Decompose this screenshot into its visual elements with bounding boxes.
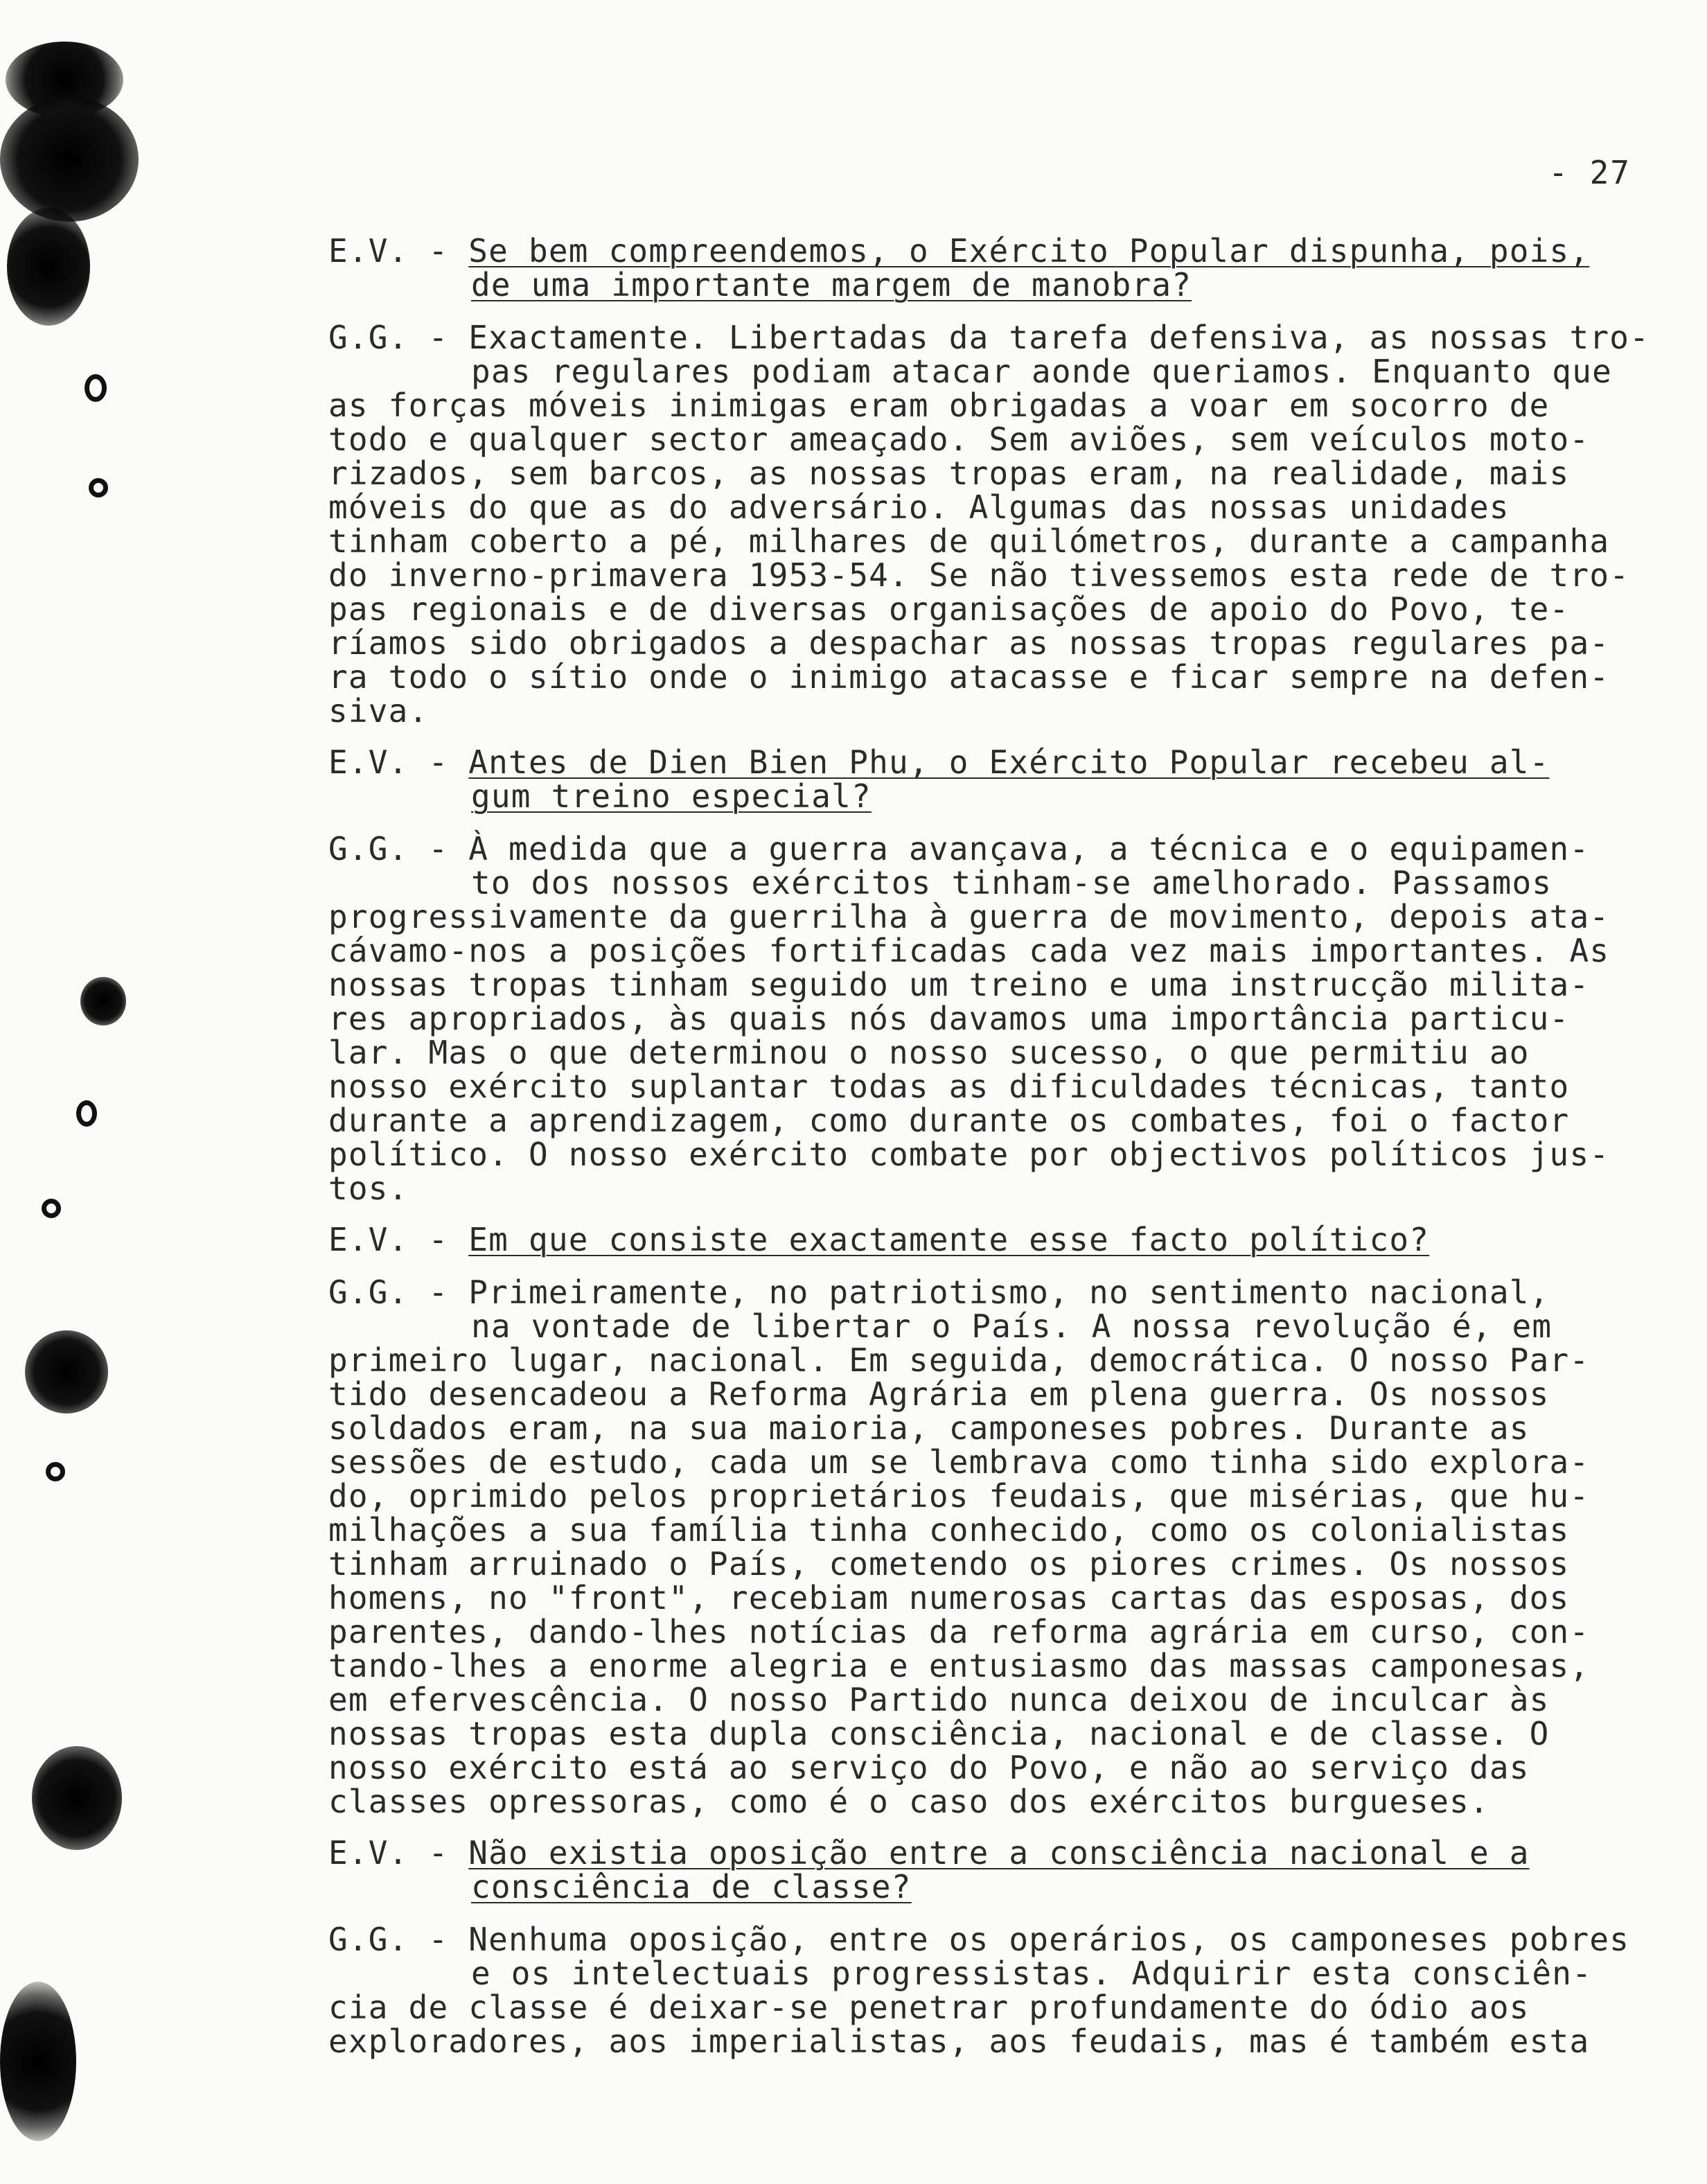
text-line	[328, 1785, 1672, 1819]
punch-hole-ring	[42, 1199, 61, 1218]
text-line	[328, 777, 1672, 815]
text-line	[328, 558, 1672, 592]
question-paragraph	[328, 1223, 1672, 1257]
speaker-label: G.G. -	[328, 1274, 469, 1311]
answer-text: homens, no "front", recebiam numerosas cartas das esposas, dos	[328, 1579, 1570, 1617]
answer-text: na vontade de libertar o País. A nossa revolução é, em	[471, 1307, 1553, 1345]
answer-text: do inverno-primavera 1953-54. Se não tivessemos esta rede de tro-	[328, 556, 1630, 594]
text-line	[328, 234, 1672, 268]
answer-text: progressivamente da guerrilha à guerra de movimento, depois ata-	[328, 898, 1610, 935]
text-line	[328, 1307, 1672, 1345]
answer-text: Primeiramente, no patriotismo, no sentimento nacional,	[468, 1274, 1550, 1311]
answer-text: e os intelectuais progressistas. Adquirir esta consciên-	[471, 1955, 1593, 1992]
punch-hole-ring	[76, 1100, 97, 1127]
answer-text: ra todo o sítio onde o inimigo atacasse e ficar sempre na defen-	[328, 658, 1610, 696]
speaker-label: G.G. -	[328, 319, 469, 356]
text-line	[328, 832, 1672, 866]
text-line	[328, 694, 1672, 728]
text-line	[328, 355, 1672, 389]
text-line	[328, 968, 1672, 1002]
text-line	[328, 592, 1672, 626]
speaker-label: E.V. -	[328, 743, 469, 781]
speaker-label: G.G. -	[328, 1921, 469, 1958]
answer-text: todo e qualquer sector ameaçado. Sem aviões, sem veículos moto-	[328, 421, 1590, 458]
speaker-label: E.V. -	[328, 1834, 469, 1872]
question-paragraph	[328, 234, 1672, 302]
punch-hole-mark	[0, 1982, 76, 2141]
speaker-label: E.V. -	[328, 1221, 469, 1258]
answer-text: rizados, sem barcos, as nossas tropas eram, na realidade, mais	[328, 455, 1570, 492]
punch-hole-mark	[80, 977, 126, 1025]
text-line	[328, 268, 1672, 302]
answer-text: tando-lhes a enorme alegria e entusiasmo das massas camponesas,	[328, 1647, 1590, 1684]
punch-hole-mark	[7, 208, 90, 326]
question-text: de uma importante margem de manobra?	[471, 266, 1192, 303]
text-line	[328, 1070, 1672, 1104]
answer-paragraph	[328, 321, 1672, 728]
punch-hole-mark	[0, 97, 139, 222]
answer-text: classes opressoras, como é o caso dos exércitos burgueses.	[328, 1783, 1489, 1820]
page-number: - 27	[1548, 154, 1631, 191]
answer-text: À medida que a guerra avançava, a técnica e o equipamen-	[468, 830, 1590, 868]
question-paragraph	[328, 743, 1672, 815]
text-line	[328, 389, 1672, 423]
answer-text: político. O nosso exército combate por objectivos políticos jus-	[328, 1136, 1610, 1173]
answer-text: to dos nossos exércitos tinham-se amelhorado. Passamos	[471, 864, 1553, 901]
text-line	[328, 1649, 1672, 1683]
answer-text: nossas tropas tinham seguido um treino e uma instrucção milita-	[328, 966, 1590, 1003]
text-line	[328, 1717, 1672, 1751]
text-line	[328, 1870, 1672, 1904]
speaker-label: G.G. -	[328, 830, 469, 868]
text-line	[328, 1751, 1672, 1785]
text-line	[328, 1104, 1672, 1138]
text-line	[328, 2025, 1672, 2059]
answer-text: cávamo-nos a posições fortificadas cada vez mais importantes. As	[328, 932, 1610, 969]
question-text: gum treino especial?	[471, 777, 872, 815]
question-text: Não existia oposição entre a consciência nacional e a	[468, 1834, 1530, 1872]
answer-text: cia de classe é deixar-se penetrar profundamente do ódio aos	[328, 1989, 1530, 2026]
answer-text: as forças móveis inimigas eram obrigadas a voar em socorro de	[328, 387, 1550, 424]
answer-text: primeiro lugar, nacional. Em seguida, democrática. O nosso Par-	[328, 1341, 1590, 1379]
text-line	[328, 1957, 1672, 1991]
answer-paragraph	[328, 832, 1672, 1206]
punch-hole-ring	[46, 1462, 65, 1481]
answer-text: durante a aprendizagem, como durante os combates, foi o factor	[328, 1102, 1570, 1139]
answer-paragraph	[328, 1923, 1672, 2059]
text-line	[328, 626, 1672, 660]
answer-text: res apropriados, às quais nós davamos uma importância particu-	[328, 1000, 1570, 1037]
answer-text: do, oprimido pelos proprietários feudais, que misérias, que hu-	[328, 1477, 1590, 1515]
text-line	[328, 1923, 1672, 1957]
text-line	[328, 900, 1672, 934]
text-line	[328, 1411, 1672, 1445]
answer-paragraph	[328, 1276, 1672, 1819]
text-line	[328, 1341, 1672, 1379]
answer-text: lar. Mas o que determinou o nosso sucesso, o que permitiu ao	[328, 1034, 1530, 1071]
answer-text: sessões de estudo, cada um se lembrava como tinha sido explora-	[328, 1443, 1590, 1481]
punch-hole-mark	[32, 1746, 122, 1850]
answer-text: siva.	[328, 692, 429, 730]
text-line	[328, 522, 1672, 560]
answer-text: parentes, dando-lhes notícias da reforma agrária em curso, con-	[328, 1613, 1590, 1650]
text-line	[328, 1615, 1672, 1649]
text-line	[328, 866, 1672, 900]
text-line	[328, 1683, 1672, 1717]
answer-text: tos.	[328, 1170, 409, 1207]
answer-text: ríamos sido obrigados a despachar as nossas tropas regulares pa-	[328, 624, 1610, 662]
text-line	[328, 1479, 1672, 1513]
answer-text: exploradores, aos imperialistas, aos feudais, mas é também esta	[328, 2023, 1590, 2060]
text-line	[328, 934, 1672, 968]
answer-text: soldados eram, na sua maioria, camponeses pobres. Durante as	[328, 1409, 1530, 1447]
question-text: consciência de classe?	[471, 1868, 912, 1905]
answer-text: em efervescência. O nosso Partido nunca deixou de inculcar às	[328, 1681, 1550, 1718]
answer-text: tido desencadeou a Reforma Agrária em plena guerra. Os nossos	[328, 1375, 1550, 1413]
punch-hole-ring	[89, 478, 108, 497]
answer-text: nossas tropas esta dupla consciência, nacional e de classe. O	[328, 1715, 1550, 1752]
text-line	[328, 488, 1672, 526]
question-paragraph	[328, 1836, 1672, 1904]
answer-text: móveis do que as do adversário. Algumas das nossas unidades	[328, 488, 1510, 526]
answer-text: nosso exército suplantar todas as dificuldades técnicas, tanto	[328, 1068, 1570, 1105]
text-line	[328, 1513, 1672, 1547]
text-line	[328, 423, 1672, 457]
question-text: Em que consiste exactamente esse facto político?	[468, 1221, 1430, 1258]
interview-transcript	[328, 234, 1672, 2076]
question-text: Se bem compreendemos, o Exército Popular dispunha, pois,	[468, 232, 1590, 270]
answer-text: tinham coberto a pé, milhares de quilómetros, durante a campanha	[328, 522, 1610, 560]
answer-text: tinham arruinado o País, cometendo os piores crimes. Os nossos	[328, 1545, 1570, 1583]
answer-text: nosso exército está ao serviço do Povo, e não ao serviço das	[328, 1749, 1530, 1786]
text-line	[328, 1377, 1672, 1411]
text-line	[328, 743, 1672, 781]
punch-hole-ring	[85, 374, 107, 402]
answer-text: Nenhuma oposição, entre os operários, os camponeses pobres	[468, 1921, 1630, 1958]
text-line	[328, 1581, 1672, 1615]
text-line	[328, 1002, 1672, 1036]
answer-text: pas regionais e de diversas organisações de apoio do Povo, te-	[328, 590, 1570, 628]
punch-hole-mark	[25, 1330, 108, 1414]
question-text: Antes de Dien Bien Phu, o Exército Popular recebeu al-	[468, 743, 1550, 781]
text-line	[328, 457, 1672, 491]
speaker-label: E.V. -	[328, 232, 469, 270]
text-line	[328, 1445, 1672, 1479]
text-line	[328, 1991, 1672, 2025]
answer-text: pas regulares podiam atacar aonde queriamos. Enquanto que	[471, 353, 1612, 390]
answer-text: Exactamente. Libertadas da tarefa defensiva, as nossas tro-	[468, 319, 1650, 356]
answer-text: milhações a sua família tinha conhecido, como os colonialistas	[328, 1511, 1570, 1549]
text-line	[328, 1036, 1672, 1070]
text-line	[328, 660, 1672, 694]
text-line	[328, 1138, 1672, 1172]
text-line	[328, 1547, 1672, 1581]
text-line	[328, 1276, 1672, 1310]
text-line	[328, 1836, 1672, 1870]
text-line	[328, 1223, 1672, 1257]
text-line	[328, 321, 1672, 355]
text-line	[328, 1172, 1672, 1206]
